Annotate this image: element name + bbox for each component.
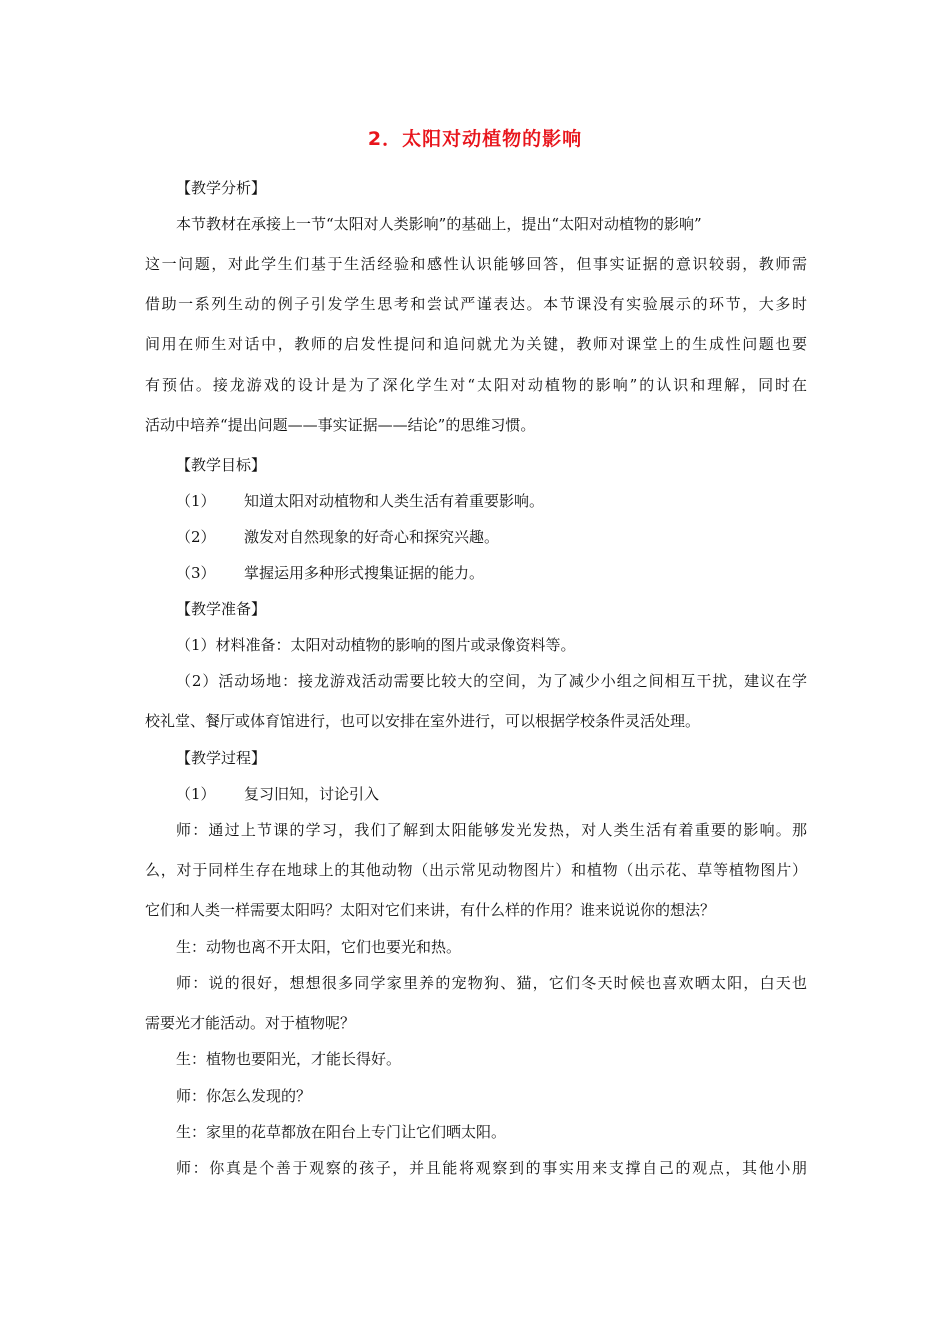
page-title: 2．太阳对动植物的影响 — [367, 128, 583, 150]
goal-item — [176, 527, 499, 547]
goal-text: 激发对自然现象的好奇心和探究兴趣。 — [244, 528, 500, 546]
section-heading-prep: 【教学准备】 — [176, 600, 267, 618]
step-number: （1） — [176, 785, 216, 803]
goal-item — [176, 563, 484, 583]
paragraph-line: 活动中培养“提出问题——事实证据——结论”的思维习惯。 — [145, 416, 536, 434]
dialogue-line: 它们和人类一样需要太阳吗？太阳对它们来讲，有什么样的作用？谁来说说你的想法？ — [145, 901, 716, 919]
paragraph-line: （2）活动场地：接龙游戏活动需要比较大的空间，为了减少小组之间相互干扰，建议在学 — [176, 672, 807, 690]
dialogue-line: 生：家里的花草都放在阳台上专门让它们晒太阳。 — [176, 1123, 507, 1141]
paragraph-line: （1）材料准备：太阳对动植物的影响的图片或录像资料等。 — [176, 636, 576, 654]
dialogue-line: 师：你怎么发现的？ — [176, 1087, 312, 1105]
section-heading-analysis: 【教学分析】 — [176, 179, 267, 197]
paragraph-line: 借助一系列生动的例子引发学生思考和尝试严谨表达。本节课没有实验展示的环节，大多时 — [145, 295, 807, 313]
dialogue-line: 生：动物也离不开太阳，它们也要光和热。 — [176, 938, 462, 956]
dialogue-line: 师：通过上节课的学习，我们了解到太阳能够发光发热，对人类生活有着重要的影响。那 — [176, 821, 807, 839]
step-item — [176, 784, 379, 804]
goal-number: （3） — [176, 564, 216, 582]
dialogue-line: 师：你真是个善于观察的孩子，并且能将观察到的事实用来支撑自己的观点，其他小朋 — [176, 1159, 807, 1177]
dialogue-line: 师：说的很好，想想很多同学家里养的宠物狗、猫，它们冬天时候也喜欢晒太阳，白天也 — [176, 974, 807, 992]
goal-number: （2） — [176, 528, 216, 546]
goal-item — [176, 491, 544, 511]
dialogue-line: 生：植物也要阳光，才能长得好。 — [176, 1050, 402, 1068]
dialogue-line: 么，对于同样生存在地球上的其他动物（出示常见动物图片）和植物（出示花、草等植物图片） — [145, 861, 807, 879]
goal-text: 知道太阳对动植物和人类生活有着重要影响。 — [244, 492, 545, 510]
goal-text: 掌握运用多种形式搜集证据的能力。 — [244, 564, 485, 582]
step-text: 复习旧知，讨论引入 — [244, 785, 380, 803]
paragraph-line: 间用在师生对话中，教师的启发性提问和追问就尤为关键，教师对课堂上的生成性问题也要 — [145, 335, 807, 353]
paragraph-line: 这一问题，对此学生们基于生活经验和感性认识能够回答，但事实证据的意识较弱，教师需 — [145, 255, 807, 273]
paragraph-line: 校礼堂、餐厅或体育馆进行，也可以安排在室外进行，可以根据学校条件灵活处理。 — [145, 712, 701, 730]
dialogue-line: 需要光才能活动。对于植物呢？ — [145, 1014, 356, 1032]
goal-number: （1） — [176, 492, 216, 510]
section-heading-goals: 【教学目标】 — [176, 456, 267, 474]
section-heading-process: 【教学过程】 — [176, 749, 267, 767]
paragraph-line: 有预估。接龙游戏的设计是为了深化学生对“太阳对动植物的影响”的认识和理解，同时在 — [145, 376, 807, 394]
paragraph-line: 本节教材在承接上一节“太阳对人类影响”的基础上，提出“太阳对动植物的影响” — [176, 215, 702, 233]
